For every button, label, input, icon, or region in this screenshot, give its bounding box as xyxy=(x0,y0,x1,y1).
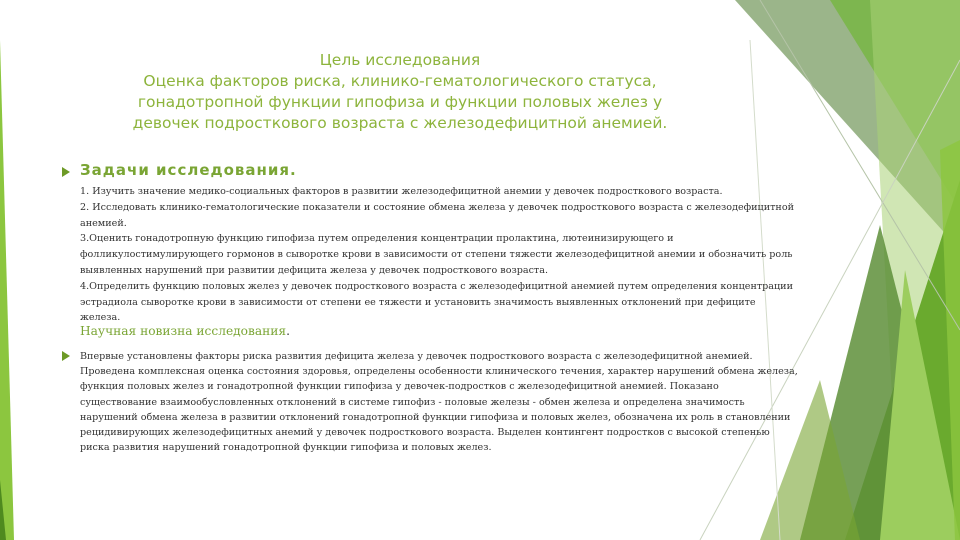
novelty-line: нарушений обмена железа в развитии отклонений гонадотропной функции гипофиза и половых желез, обозначена их роль в становлении xyxy=(80,411,791,423)
novelty-line: существование взаимообусловленных отклонений в системе гипофиз - половые железы - обмен железа и определена значимость xyxy=(80,396,745,408)
tasks-list xyxy=(80,184,850,326)
tasks-line: фолликулостимулирующего гормонов в сыворотке крови в зависимости от степени тяжести железодефицитной анемии и обозначить роль xyxy=(80,249,793,261)
tasks-heading: Задачи исследования. xyxy=(80,161,297,179)
bullet-arrow-icon xyxy=(62,167,70,177)
novelty-line: Впервые установлены факторы риска развития дефицита железа у девочек подросткового возраста с железодефицитной анемией. xyxy=(80,351,753,362)
tasks-line: анемией. xyxy=(80,217,127,229)
novelty-line: рецидивирующих железодефицитных анемий у девочек подросткового возраста. Выделен контингент подростков с высокой степенью xyxy=(80,427,770,439)
tasks-line: 4.Определить функцию половых желез у девочек подросткового возраста с железодефицитной анемией путем определения концентрации xyxy=(80,280,793,292)
tasks-line: 2. Исследовать клинико-гематологические показатели и состояние обмена железа у девочек подросткового возраста с железодефицитной xyxy=(80,201,794,213)
novelty-heading xyxy=(80,324,290,338)
tasks-line: эстрадиола сыворотке крови в зависимости от степени ее тяжести и установить значимость выявленных отклонений при дефиците xyxy=(80,296,756,308)
tasks-line: 3.Оценить гонадотропную функцию гипофиза путем определения концентрации пролактина, лютеинизирующего и xyxy=(80,233,674,245)
novelty-line: риска развития нарушений гонадотропной функции гипофиза и половых желез. xyxy=(80,442,492,454)
title-line: гонадотропной функции гипофиза и функции половых желез у xyxy=(137,93,663,111)
tasks-line: железа. xyxy=(80,312,121,324)
left-edge-stripe xyxy=(0,40,14,540)
tasks-line: выявленных нарушений при развитии дефицита железа у девочек подросткового возраста. xyxy=(80,264,549,276)
title-line: Цель исследования xyxy=(319,51,481,69)
novelty-heading-dot: . xyxy=(286,324,290,338)
slide-title xyxy=(40,50,760,134)
novelty-line: Проведена комплексная оценка состояния здоровья, определены особенности клинического течения, характер нарушений обмена железа, xyxy=(80,366,798,378)
novelty-line: функция половых желез и гонадотропной функции гипофиза у девочек-подростков с железодефицитной анемией. Показано xyxy=(80,381,719,393)
title-line: девочек подросткового возраста с железодефицитной анемией. xyxy=(132,114,668,132)
bullet-arrow-icon xyxy=(62,351,70,361)
novelty-heading-text: Научная новизна исследования xyxy=(80,324,287,338)
title-line: Оценка факторов риска, клинико-гематологического статуса, xyxy=(143,72,657,90)
novelty-text xyxy=(80,349,840,455)
tasks-line: 1. Изучить значение медико-социальных факторов в развитии железодефицитной анемии у девочек подросткового возраста. xyxy=(80,186,723,197)
